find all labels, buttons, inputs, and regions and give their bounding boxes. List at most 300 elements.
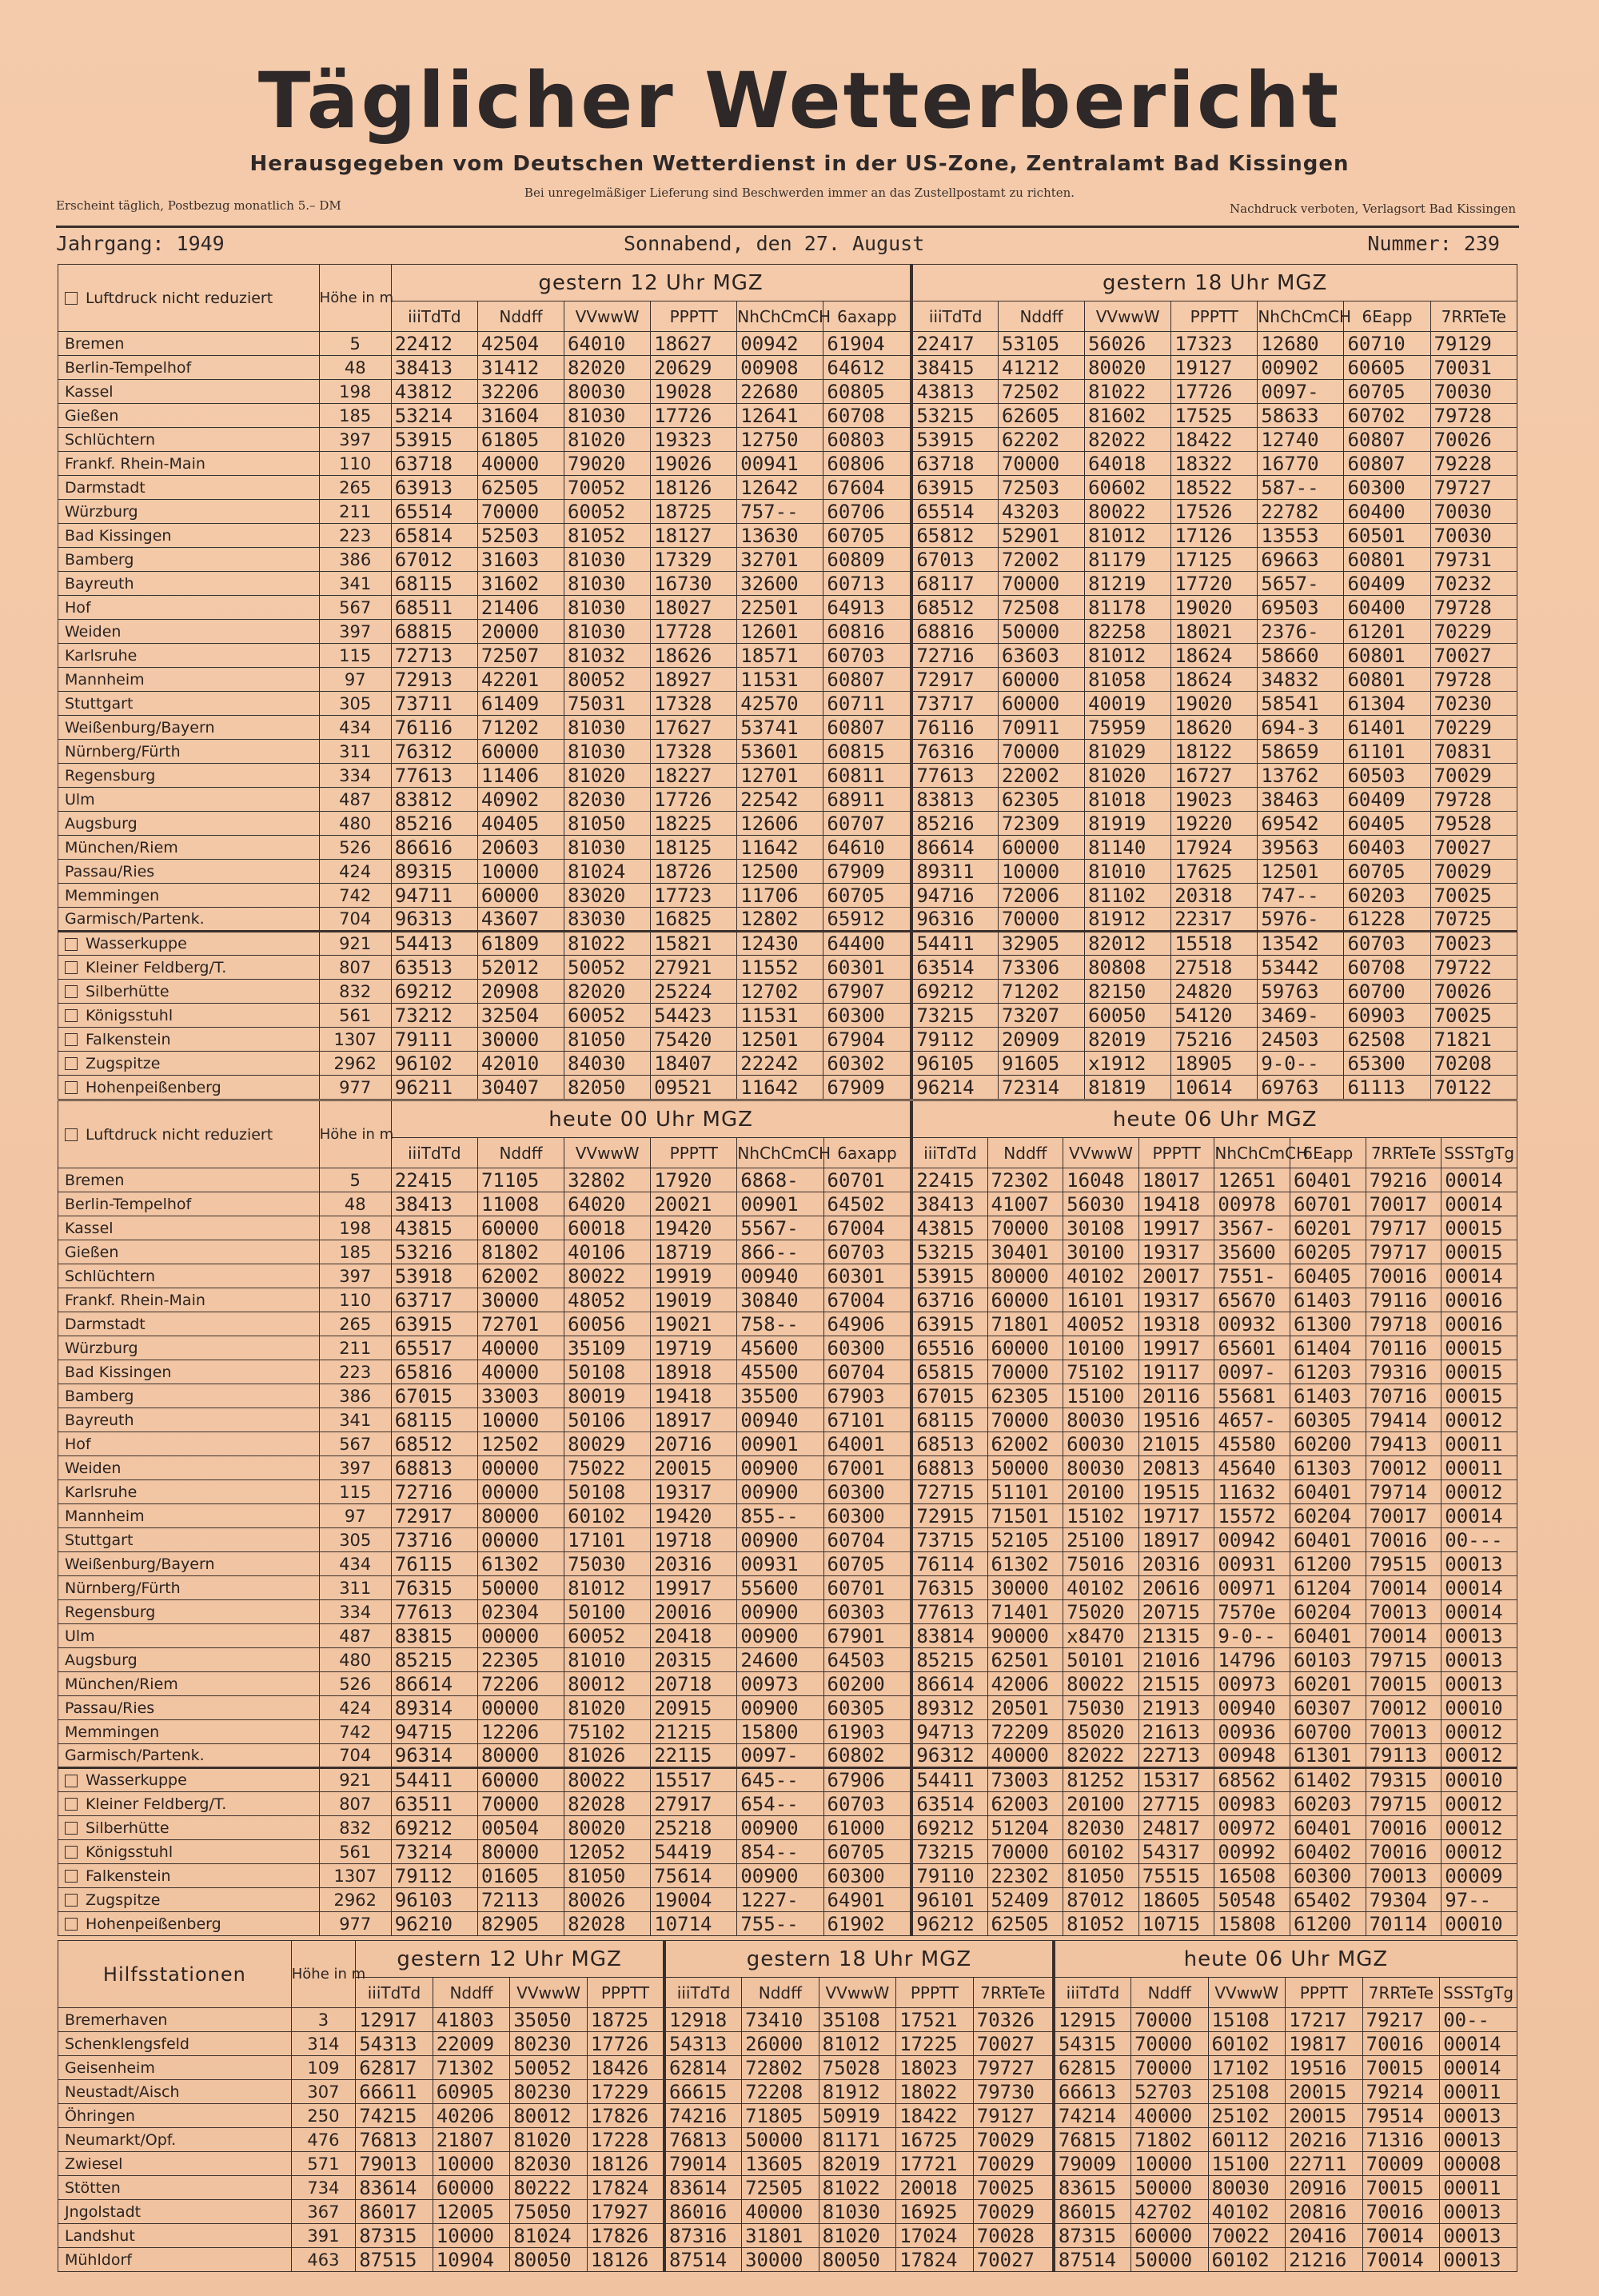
code-cell: 17627 xyxy=(651,716,737,740)
code-cell: 70014 xyxy=(1362,2248,1440,2272)
code-cell: 00012 xyxy=(1441,1792,1517,1816)
code-cell: 42504 xyxy=(477,332,564,356)
code-cell: 60713 xyxy=(823,572,911,596)
column-header: PPPTT xyxy=(1138,1138,1214,1168)
code-cell: 76315 xyxy=(911,1576,987,1600)
code-cell: 96212 xyxy=(911,1912,987,1936)
code-cell: 22680 xyxy=(737,380,823,404)
code-cell: 70029 xyxy=(973,2152,1054,2176)
code-cell: 31412 xyxy=(477,356,564,380)
code-cell: 70016 xyxy=(1366,1816,1441,1840)
code-cell: 5657- xyxy=(1258,572,1344,596)
code-cell: 58659 xyxy=(1258,740,1344,764)
code-cell: 42201 xyxy=(477,668,564,692)
station-height: 115 xyxy=(319,1480,391,1504)
code-cell: 39563 xyxy=(1258,836,1344,860)
code-cell: 00941 xyxy=(737,452,823,476)
table-row xyxy=(58,1888,1517,1912)
code-cell: 24600 xyxy=(737,1648,823,1672)
code-cell: 60401 xyxy=(1290,1480,1366,1504)
station-height: 977 xyxy=(319,1076,391,1100)
code-cell: 87316 xyxy=(664,2224,742,2248)
code-cell: 60701 xyxy=(823,1576,911,1600)
code-cell: 19418 xyxy=(1138,1192,1214,1216)
code-cell: 60703 xyxy=(1344,932,1430,956)
station-name xyxy=(58,1028,320,1052)
code-cell: 81018 xyxy=(1085,788,1171,812)
station-name xyxy=(58,1336,320,1360)
station-height: 305 xyxy=(319,692,391,716)
code-cell: 20716 xyxy=(651,1432,737,1456)
code-cell: 18407 xyxy=(651,1052,737,1076)
code-cell: 71202 xyxy=(998,980,1084,1004)
station-label: Regensburg xyxy=(65,1603,156,1621)
station-height: 391 xyxy=(291,2224,355,2248)
station-height: 397 xyxy=(319,1456,391,1480)
code-cell: 68513 xyxy=(911,1432,987,1456)
code-cell: 79715 xyxy=(1366,1648,1441,1672)
height-header: Höhe in m xyxy=(319,1101,391,1168)
code-cell: 79717 xyxy=(1366,1216,1441,1240)
code-cell: 68815 xyxy=(391,620,477,644)
code-cell: 3469- xyxy=(1258,1004,1344,1028)
newspaper-title: Täglicher Wetterbericht xyxy=(257,56,1342,146)
code-cell: 75216 xyxy=(1171,1028,1258,1052)
code-cell: 61302 xyxy=(477,1552,564,1576)
table-row xyxy=(58,1552,1517,1576)
code-cell: 40000 xyxy=(1130,2104,1208,2128)
station-label: Nürnberg/Fürth xyxy=(65,1579,181,1597)
code-cell: 61101 xyxy=(1344,740,1430,764)
code-cell: 72715 xyxy=(911,1480,987,1504)
code-cell: 60707 xyxy=(823,812,911,836)
column-header: SSSTgTg xyxy=(1441,1138,1517,1168)
code-cell: 60803 xyxy=(823,428,911,452)
code-cell: 60605 xyxy=(1344,356,1430,380)
station-name xyxy=(58,956,320,980)
code-cell: 63514 xyxy=(911,956,998,980)
code-cell: 65814 xyxy=(391,524,477,548)
station-label: Silberhütte xyxy=(86,982,169,1000)
code-cell: 60102 xyxy=(1063,1840,1139,1864)
code-cell: 77613 xyxy=(391,764,477,788)
code-cell: 19919 xyxy=(651,1264,737,1288)
code-cell: 694-3 xyxy=(1258,716,1344,740)
code-cell: 72917 xyxy=(911,668,998,692)
station-label: Bayreuth xyxy=(65,574,134,593)
code-cell: 86017 xyxy=(356,2200,433,2224)
code-cell: 79528 xyxy=(1430,812,1517,836)
code-cell: 19028 xyxy=(651,380,737,404)
code-cell: 66613 xyxy=(1054,2080,1131,2104)
table-row xyxy=(58,2128,1517,2152)
code-cell: 77613 xyxy=(391,1600,477,1624)
code-cell: 75022 xyxy=(564,1456,651,1480)
code-cell: 87515 xyxy=(356,2248,433,2272)
checkbox-icon xyxy=(65,938,78,951)
code-cell: 00932 xyxy=(1214,1312,1290,1336)
station-name xyxy=(58,2200,292,2224)
station-label: Passau/Ries xyxy=(65,862,155,880)
station-name xyxy=(58,836,320,860)
column-header: VVwwW xyxy=(819,1978,896,2008)
code-cell: 67907 xyxy=(823,980,911,1004)
code-cell: 81024 xyxy=(564,860,651,884)
code-cell: 72915 xyxy=(911,1504,987,1528)
group-header: heute 00 Uhr MGZ xyxy=(391,1101,911,1138)
code-cell: 81020 xyxy=(510,2128,588,2152)
code-cell: 62605 xyxy=(998,404,1084,428)
code-cell: 60302 xyxy=(823,1052,911,1076)
code-cell: 61113 xyxy=(1344,1076,1430,1100)
code-cell: 15800 xyxy=(737,1720,823,1744)
code-cell: 18626 xyxy=(651,644,737,668)
checkbox-icon xyxy=(65,292,78,305)
table-row xyxy=(58,2056,1517,2080)
code-cell: 18426 xyxy=(587,2056,664,2080)
table-row xyxy=(58,812,1517,836)
code-cell: 70000 xyxy=(998,908,1084,932)
table-row xyxy=(58,452,1517,476)
code-cell: 00010 xyxy=(1441,1912,1517,1936)
code-cell: 20017 xyxy=(1138,1264,1214,1288)
table-row xyxy=(58,1696,1517,1720)
code-cell: 19719 xyxy=(651,1336,737,1360)
corner-header xyxy=(58,1101,320,1168)
station-height: 463 xyxy=(291,2248,355,2272)
code-cell: 00015 xyxy=(1441,1336,1517,1360)
code-cell: 00012 xyxy=(1441,1408,1517,1432)
code-cell: 22002 xyxy=(998,764,1084,788)
code-cell: 18126 xyxy=(587,2152,664,2176)
code-cell: 12702 xyxy=(737,980,823,1004)
code-cell: 31603 xyxy=(477,548,564,572)
station-label: Bad Kissingen xyxy=(65,526,172,545)
code-cell: 60000 xyxy=(998,836,1084,860)
code-cell: 62002 xyxy=(987,1432,1063,1456)
code-cell: 00015 xyxy=(1441,1240,1517,1264)
code-cell: 7570e xyxy=(1214,1600,1290,1624)
code-cell: 60300 xyxy=(823,1480,911,1504)
code-cell: 72701 xyxy=(477,1312,564,1336)
code-cell: 61201 xyxy=(1344,620,1430,644)
code-cell: 70000 xyxy=(477,500,564,524)
code-cell: 70000 xyxy=(1130,2056,1208,2080)
code-cell: 53215 xyxy=(911,404,998,428)
code-cell: 67604 xyxy=(823,476,911,500)
code-cell: 87012 xyxy=(1063,1888,1139,1912)
code-cell: 60305 xyxy=(823,1696,911,1720)
code-cell: 12651 xyxy=(1214,1168,1290,1192)
table-row xyxy=(58,2152,1517,2176)
code-cell: 89311 xyxy=(911,860,998,884)
column-header: PPPTT xyxy=(1286,1978,1363,2008)
code-cell: 86016 xyxy=(664,2200,742,2224)
column-header: 7RRTeTe xyxy=(1366,1138,1441,1168)
code-cell: 54423 xyxy=(651,1004,737,1028)
code-cell: 17726 xyxy=(1171,380,1258,404)
station-name xyxy=(58,380,320,404)
code-cell: 30407 xyxy=(477,1076,564,1100)
code-cell: 40102 xyxy=(1208,2200,1286,2224)
table-row xyxy=(58,956,1517,980)
code-cell: 71821 xyxy=(1430,1028,1517,1052)
code-cell: 18322 xyxy=(1171,452,1258,476)
code-cell: 81030 xyxy=(564,596,651,620)
code-cell: 69503 xyxy=(1258,596,1344,620)
code-cell: 68512 xyxy=(911,596,998,620)
code-cell: 60905 xyxy=(433,2080,510,2104)
code-cell: 53601 xyxy=(737,740,823,764)
code-cell: 50000 xyxy=(1130,2176,1208,2200)
code-cell: 80052 xyxy=(564,668,651,692)
code-cell: 20916 xyxy=(1286,2176,1363,2200)
table-row xyxy=(58,380,1517,404)
code-cell: 40000 xyxy=(477,1360,564,1384)
code-cell: 00908 xyxy=(737,356,823,380)
code-cell: 61303 xyxy=(1290,1456,1366,1480)
code-cell: 19317 xyxy=(1138,1288,1214,1312)
station-name xyxy=(58,404,320,428)
code-cell: 60300 xyxy=(823,1864,911,1888)
copyright-note: Nachdruck verboten, Verlagsort Bad Kissingen xyxy=(1230,202,1516,216)
code-cell: 10000 xyxy=(433,2224,510,2248)
table-row xyxy=(58,740,1517,764)
code-cell: 33003 xyxy=(477,1384,564,1408)
code-cell: 81024 xyxy=(510,2224,588,2248)
code-cell: 75031 xyxy=(564,692,651,716)
code-cell: 69763 xyxy=(1258,1076,1344,1100)
code-cell: 74215 xyxy=(356,2104,433,2128)
code-cell: 83813 xyxy=(911,788,998,812)
code-cell: 12750 xyxy=(737,428,823,452)
code-cell: 00014 xyxy=(1441,1264,1517,1288)
code-cell: 87514 xyxy=(1054,2248,1131,2272)
column-header: iiiTdTd xyxy=(1054,1978,1131,2008)
table-row xyxy=(58,1432,1517,1456)
code-cell: 79111 xyxy=(391,1028,477,1052)
code-cell: 79315 xyxy=(1366,1768,1441,1792)
station-label: Weißenburg/Bayern xyxy=(65,1555,215,1573)
code-cell: 13542 xyxy=(1258,932,1344,956)
code-cell: 60201 xyxy=(1290,1216,1366,1240)
code-cell: 15572 xyxy=(1214,1504,1290,1528)
code-cell: 68813 xyxy=(391,1456,477,1480)
station-name xyxy=(58,2056,292,2080)
code-cell: 76813 xyxy=(356,2128,433,2152)
code-cell: 61809 xyxy=(477,932,564,956)
code-cell: 40102 xyxy=(1063,1264,1139,1288)
code-cell: 76815 xyxy=(1054,2128,1131,2152)
code-cell: 17102 xyxy=(1208,2056,1286,2080)
code-cell: 71316 xyxy=(1362,2128,1440,2152)
code-cell: 68115 xyxy=(391,1408,477,1432)
code-cell: 76813 xyxy=(664,2128,742,2152)
code-cell: 83815 xyxy=(391,1624,477,1648)
code-cell: 81171 xyxy=(819,2128,896,2152)
table-row xyxy=(58,1240,1517,1264)
code-cell: 79014 xyxy=(664,2152,742,2176)
code-cell: 96103 xyxy=(391,1888,477,1912)
code-cell: 00901 xyxy=(737,1432,823,1456)
code-cell: 53214 xyxy=(391,404,477,428)
code-cell: 62501 xyxy=(987,1648,1063,1672)
code-cell: 50000 xyxy=(998,620,1084,644)
code-cell: 73306 xyxy=(998,956,1084,980)
code-cell: 79216 xyxy=(1366,1168,1441,1192)
checkbox-icon xyxy=(65,1870,78,1883)
checkbox-icon xyxy=(65,1822,78,1835)
code-cell: 70028 xyxy=(973,2224,1054,2248)
table-row xyxy=(58,1480,1517,1504)
code-cell: 17323 xyxy=(1171,332,1258,356)
code-cell: 89314 xyxy=(391,1696,477,1720)
code-cell: 60203 xyxy=(1344,884,1430,908)
code-cell: 32206 xyxy=(477,380,564,404)
code-cell: 21016 xyxy=(1138,1648,1214,1672)
station-height: 110 xyxy=(319,452,391,476)
station-height: 265 xyxy=(319,476,391,500)
code-cell: 81012 xyxy=(819,2032,896,2056)
code-cell: 75016 xyxy=(1063,1552,1139,1576)
station-name xyxy=(58,572,320,596)
checkbox-icon xyxy=(65,961,78,974)
code-cell: 42010 xyxy=(477,1052,564,1076)
code-cell: 64612 xyxy=(823,356,911,380)
code-cell: 32905 xyxy=(998,932,1084,956)
code-cell: 00016 xyxy=(1441,1288,1517,1312)
code-cell: 81030 xyxy=(564,836,651,860)
code-cell: 15517 xyxy=(651,1768,737,1792)
station-label: Zwiesel xyxy=(65,2154,123,2173)
station-label: Memmingen xyxy=(65,886,160,904)
code-cell: 00009 xyxy=(1441,1864,1517,1888)
code-cell: 60401 xyxy=(1290,1624,1366,1648)
issue-number: Nummer: 239 xyxy=(1367,232,1500,255)
station-name xyxy=(58,1240,320,1264)
column-header: VVwwW xyxy=(510,1978,588,2008)
code-cell: 67012 xyxy=(391,548,477,572)
height-header: Höhe in m xyxy=(291,1941,355,2008)
code-cell: 80022 xyxy=(1085,500,1171,524)
station-height: 832 xyxy=(319,1816,391,1840)
code-cell: 64906 xyxy=(823,1312,911,1336)
code-cell: 75959 xyxy=(1085,716,1171,740)
code-cell: 60200 xyxy=(1290,1432,1366,1456)
code-cell: 00012 xyxy=(1441,1840,1517,1864)
code-cell: 19318 xyxy=(1138,1312,1214,1336)
code-cell: 60807 xyxy=(1344,452,1430,476)
code-cell: 60401 xyxy=(1290,1816,1366,1840)
table-row xyxy=(58,1076,1517,1100)
code-cell: 00900 xyxy=(737,1696,823,1720)
code-cell: 18125 xyxy=(651,836,737,860)
code-cell: 50000 xyxy=(1130,2248,1208,2272)
code-cell: 1227- xyxy=(737,1888,823,1912)
code-cell: 70023 xyxy=(1430,932,1517,956)
code-cell: 18126 xyxy=(651,476,737,500)
code-cell: 80026 xyxy=(564,1888,651,1912)
code-cell: 00900 xyxy=(737,1528,823,1552)
code-cell: 59763 xyxy=(1258,980,1344,1004)
code-cell: 19023 xyxy=(1171,788,1258,812)
table-row xyxy=(58,860,1517,884)
code-cell: 81050 xyxy=(564,1028,651,1052)
station-name xyxy=(58,692,320,716)
station-label: Garmisch/Partenk. xyxy=(65,1747,205,1764)
code-cell: 73003 xyxy=(987,1768,1063,1792)
station-height: 1307 xyxy=(319,1864,391,1888)
year-label: Jahrgang: 1949 xyxy=(56,232,225,255)
code-cell: 67001 xyxy=(823,1456,911,1480)
code-cell: 70013 xyxy=(1366,1720,1441,1744)
code-cell: 62305 xyxy=(998,788,1084,812)
code-cell: 81010 xyxy=(1085,860,1171,884)
code-cell: 56030 xyxy=(1063,1192,1139,1216)
code-cell: 00011 xyxy=(1440,2080,1517,2104)
station-label: Kassel xyxy=(65,1219,114,1237)
code-cell: 60000 xyxy=(477,1768,564,1792)
code-cell: 18522 xyxy=(1171,476,1258,500)
code-cell: 19127 xyxy=(1171,356,1258,380)
code-cell: 64610 xyxy=(823,836,911,860)
checkbox-icon xyxy=(65,1846,78,1859)
code-cell: 82022 xyxy=(1063,1744,1139,1768)
code-cell: 60052 xyxy=(564,1624,651,1648)
code-cell: 70016 xyxy=(1366,1264,1441,1288)
code-cell: 72302 xyxy=(987,1168,1063,1192)
code-cell: 81030 xyxy=(564,620,651,644)
code-cell: 18422 xyxy=(896,2104,974,2128)
code-cell: 73711 xyxy=(391,692,477,716)
code-cell: 86616 xyxy=(391,836,477,860)
code-cell: 86614 xyxy=(391,1672,477,1696)
station-name xyxy=(58,1696,320,1720)
code-cell: 53915 xyxy=(911,1264,987,1288)
code-cell: 00012 xyxy=(1441,1480,1517,1504)
code-cell: 20816 xyxy=(1286,2200,1363,2224)
code-cell: 70000 xyxy=(1130,2008,1208,2032)
code-cell: 00010 xyxy=(1441,1768,1517,1792)
code-cell: 72507 xyxy=(477,644,564,668)
code-cell: 50108 xyxy=(564,1480,651,1504)
code-cell: 82019 xyxy=(819,2152,896,2176)
station-label: Augsburg xyxy=(65,814,138,833)
station-label: Stötten xyxy=(65,2178,121,2197)
station-label: Falkenstein xyxy=(86,1867,171,1885)
code-cell: 19026 xyxy=(651,452,737,476)
code-cell: 12601 xyxy=(737,620,823,644)
code-cell: 79112 xyxy=(391,1864,477,1888)
code-cell: 22415 xyxy=(391,1168,477,1192)
code-cell: 52409 xyxy=(987,1888,1063,1912)
code-cell: 25102 xyxy=(1208,2104,1286,2128)
code-cell: 60400 xyxy=(1344,596,1430,620)
station-label: Bamberg xyxy=(65,1387,134,1405)
code-cell: 70030 xyxy=(1430,500,1517,524)
code-cell: 757-- xyxy=(737,500,823,524)
table-row xyxy=(58,2200,1517,2224)
code-cell: 62508 xyxy=(1344,1028,1430,1052)
code-cell: 70027 xyxy=(1430,836,1517,860)
station-name xyxy=(58,1192,320,1216)
code-cell: 19717 xyxy=(1138,1504,1214,1528)
station-label: Bremen xyxy=(65,1171,125,1189)
code-cell: 70012 xyxy=(1366,1456,1441,1480)
code-cell: 72209 xyxy=(987,1720,1063,1744)
station-height: 921 xyxy=(319,1768,391,1792)
header-rule xyxy=(56,226,1519,228)
